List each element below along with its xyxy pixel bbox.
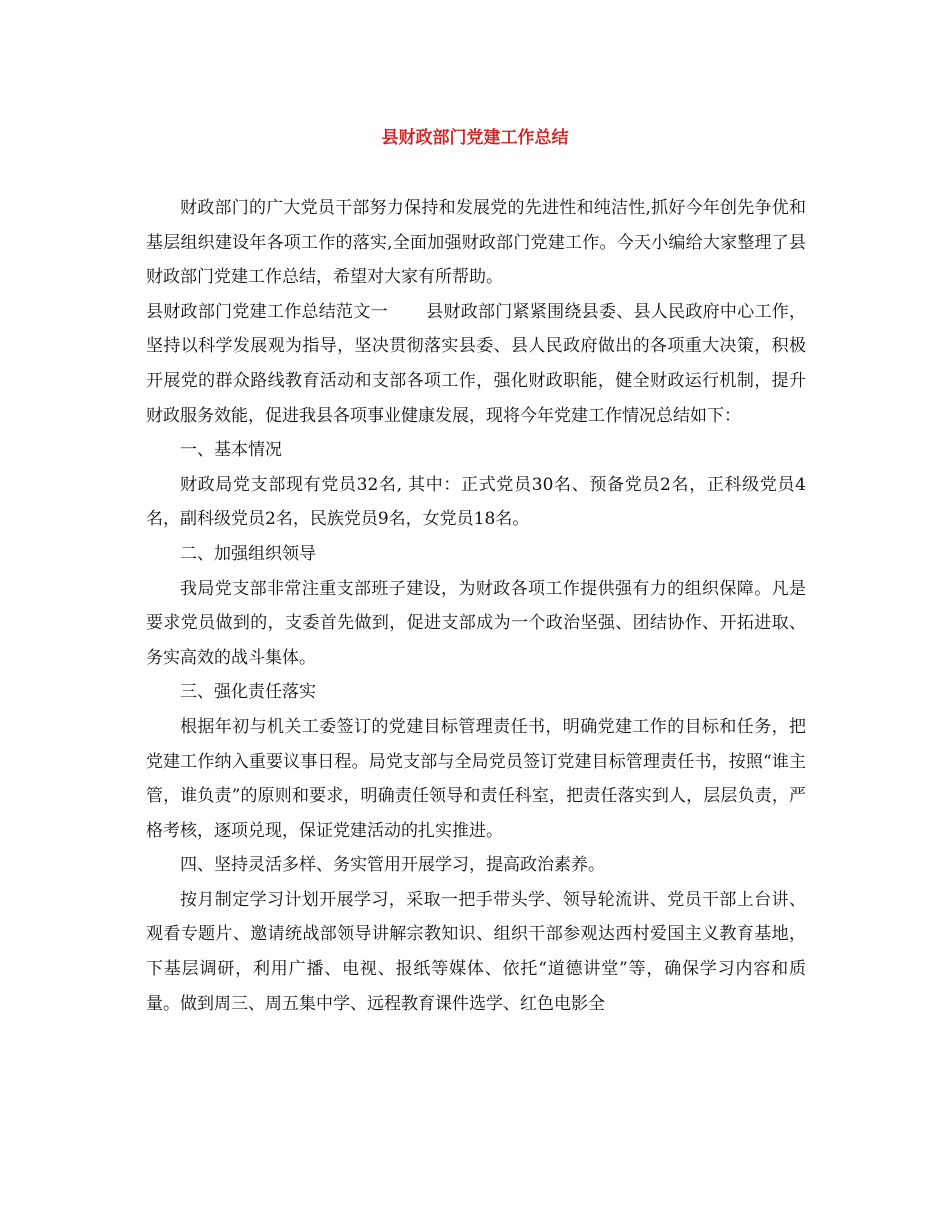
paragraph-basic: 财政局党支部现有党员32名, 其中：正式党员30名、预备党员2名，正科级党员4名，副科级党员2名，民族党员9名，女党员18名。 [146, 474, 806, 530]
sample-text: 县财政部门紧紧围绕县委、县人民政府中心工作，坚持以科学发展观为指导，坚决贯彻落实县委、县人民政府做出的各项重大决策，积极开展党的群众路线教育活动和支部各项工作，强化财政职能，健全财政运行机制，提升财政服务效能，促进我县各项事业健康发展，现将今年党建工作情况总结如下： [146, 301, 807, 426]
sample-paragraph [146, 295, 806, 433]
section-heading-study: 四、坚持灵活多样、务实管用开展学习，提高政治素养。 [180, 855, 605, 876]
section-heading-responsibility: 三、强化责任落实 [180, 682, 316, 703]
section-heading-basic: 一、基本情况 [180, 440, 282, 461]
sample-heading: 县财政部门党建工作总结范文一 [146, 301, 388, 322]
intro-paragraph: 财政部门的广大党员干部努力保持和发展党的先进性和纯洁性,抓好今年创先争优和基层组织建设年各项工作的落实,全面加强财政部门党建工作。今天小编给大家整理了县财政部门党建工作总结，希望对大家有所帮助。 [146, 198, 806, 288]
document-body [146, 191, 806, 1021]
section-heading-organization: 二、加强组织领导 [180, 543, 316, 564]
paragraph-study: 按月制定学习计划开展学习，采取一把手带头学、领导轮流讲、党员干部上台讲、观看专题片、邀请统战部领导讲解宗教知识、组织干部参观达西村爱国主义教育基地，下基层调研，利用广播、电视、报纸等媒体、依托“道德讲堂”等，确保学习内容和质量。做到周三、周五集中学、远程教育课件选学、红色电影全 [146, 889, 806, 1014]
document-title: 县财政部门党建工作总结 [381, 128, 569, 148]
paragraph-responsibility: 根据年初与机关工委签订的党建目标管理责任书，明确党建工作的目标和任务，把党建工作纳入重要议事日程。局党支部与全局党员签订党建目标管理责任书，按照“谁主管，谁负责”的原则和要求，明确责任领导和责任科室，把责任落实到人，层层负责，严格考核，逐项兑现，保证党建活动的扎实推进。 [146, 716, 806, 841]
paragraph-organization: 我局党支部非常注重支部班子建设，为财政各项工作提供强有力的组织保障。凡是要求党员做到的，支委首先做到，促进支部成为一个政治坚强、团结协作、开拓进取、务实高效的战斗集体。 [146, 578, 806, 668]
